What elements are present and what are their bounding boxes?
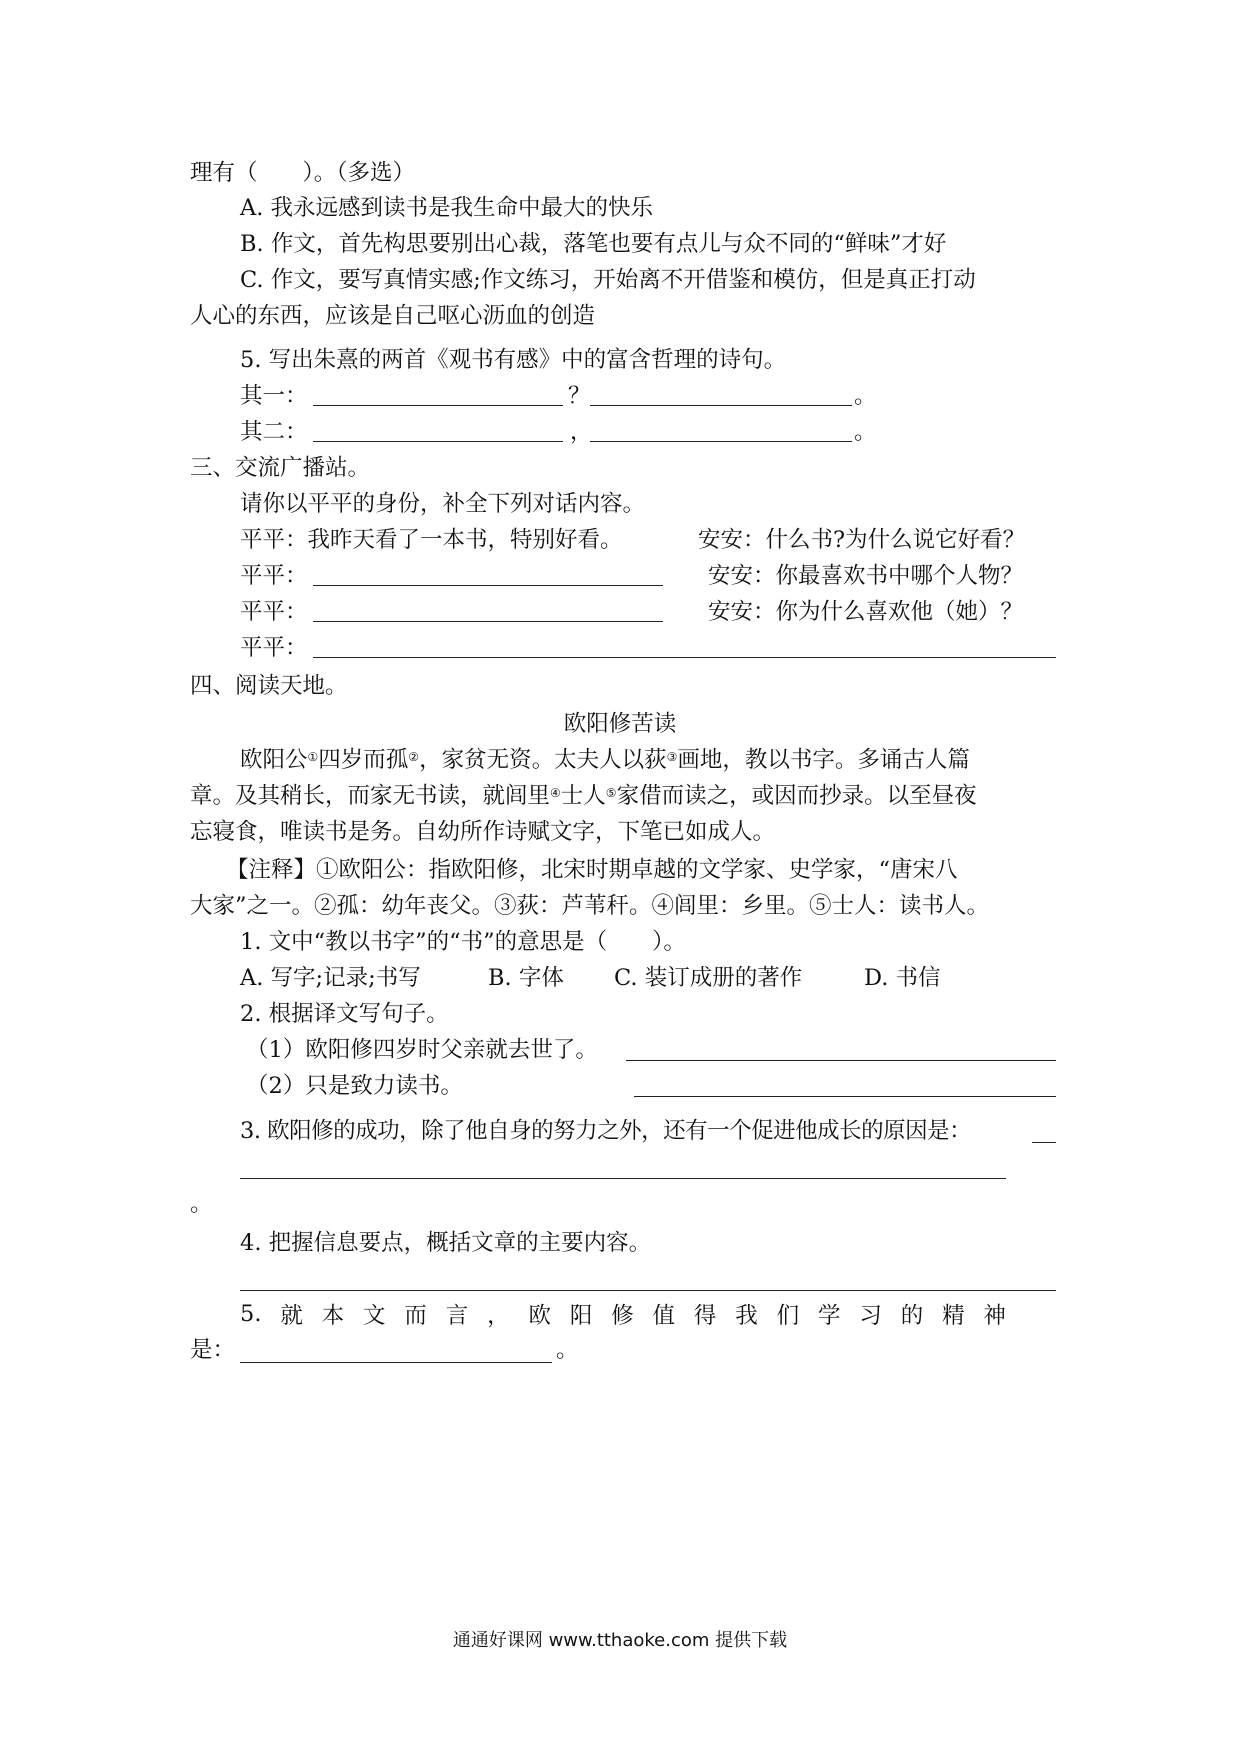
option-c-cont: 人心的东西，应该是自己呕心沥血的创造 (190, 303, 596, 329)
poem-1-blank-b[interactable] (590, 405, 852, 406)
poem-1-mid: ？ (568, 383, 591, 409)
poem-2-blank-a[interactable] (313, 441, 563, 442)
dialog-row-1-right: 安安：什么书?为什么说它好看？ (698, 527, 1026, 553)
question-2-2-blank[interactable] (634, 1096, 1056, 1097)
dialog-row-2-blank[interactable] (313, 585, 663, 586)
passage-line-1: 欧阳公①四岁而孤②，家贫无资。太夫人以荻③画地，教以书字。多诵古人篇 (240, 747, 970, 773)
question-4-tail: 理有（ ）。（多选） (190, 160, 416, 186)
question-3-blank-b[interactable] (240, 1178, 1006, 1179)
question-3-end: 。 (190, 1191, 213, 1217)
dialog-row-4-left: 平平： (240, 635, 308, 661)
question-2-1-blank[interactable] (626, 1060, 1056, 1061)
section-3-heading: 三、交流广播站。 (190, 455, 371, 481)
option-a: A. 我永远感到读书是我生命中最大的快乐 (240, 195, 654, 221)
dialog-row-3-blank[interactable] (313, 621, 663, 622)
option-c: C. 作文，要写真情实感;作文练习，开始离不开借鉴和模仿，但是真正打动 (240, 267, 976, 293)
notes-line-1: 【注释】①欧阳公：指欧阳修，北宋时期卓越的文学家、史学家，“唐宋八 (226, 857, 958, 883)
option-b: B. 作文，首先构思要别出心裁，落笔也要有点儿与众不同的“鲜味”才好 (240, 231, 947, 257)
question-2-1: （1）欧阳修四岁时父亲就去世了。 (246, 1037, 598, 1063)
dialog-row-2-left: 平平： (240, 563, 308, 589)
question-3-blank-a[interactable] (1032, 1142, 1056, 1143)
dialog-row-3-left: 平平： (240, 599, 308, 625)
poem-2-mid: ， (570, 419, 593, 445)
poem-2-end: 。 (854, 419, 877, 445)
q1-option-d: D. 书信 (864, 965, 941, 991)
poem-1-end: 。 (854, 383, 877, 409)
q1-option-b: B. 字体 (488, 965, 564, 991)
section-3-instruction: 请你以平平的身份，补全下列对话内容。 (240, 491, 646, 517)
question-5-blank[interactable] (240, 1362, 552, 1363)
passage-line-3: 忘寝食，唯读书是务。自幼所作诗赋文字，下笔已如成人。 (190, 819, 776, 845)
q1-option-a: A. 写字;记录;书写 (240, 965, 421, 991)
section-4-heading: 四、阅读天地。 (190, 673, 348, 699)
question-5-prompt: 5. 写出朱熹的两首《观书有感》中的富含哲理的诗句。 (240, 347, 787, 373)
dialog-row-1-left: 平平：我昨天看了一本书，特别好看。 (240, 527, 623, 553)
question-5-line-1: 5. 就 本 文 而 言 ， 欧 阳 修 值 得 我 们 学 习 的 精 神 (240, 1301, 1006, 1329)
question-2: 2. 根据译文写句子。 (240, 1001, 449, 1027)
poem-2-label: 其二： (240, 419, 308, 445)
q1-option-c: C. 装订成册的著作 (614, 965, 803, 991)
question-1: 1. 文中“教以书字”的“书”的意思是（ ）。 (240, 929, 686, 955)
question-3: 3. 欧阳修的成功，除了他自身的努力之外，还有一个促进他成长的原因是： (240, 1118, 972, 1144)
poem-1-label: 其一： (240, 383, 308, 409)
passage-title: 欧阳修苦读 (563, 711, 677, 737)
question-5-line-2: 是： (190, 1337, 236, 1363)
dialog-row-4-blank[interactable] (313, 657, 1056, 658)
poem-1-blank-a[interactable] (313, 405, 563, 406)
notes-line-2: 大家”之一。②孤：幼年丧父。③荻：芦苇秆。④闾里：乡里。⑤士人：读书人。 (190, 893, 990, 919)
question-2-2: （2）只是致力读书。 (246, 1073, 463, 1099)
dialog-row-2-right: 安安：你最喜欢书中哪个人物？ (708, 563, 1024, 589)
question-4: 4. 把握信息要点，概括文章的主要内容。 (240, 1230, 652, 1256)
page-footer: 通通好课网 www.tthaoke.com 提供下载 (452, 1630, 788, 1651)
question-5-end: 。 (556, 1337, 579, 1363)
poem-2-blank-b[interactable] (590, 441, 852, 442)
question-4-blank[interactable] (240, 1290, 1056, 1291)
dialog-row-3-right: 安安：你为什么喜欢他（她）？ (708, 599, 1024, 625)
passage-line-2: 章。及其稍长，而家无书读，就闾里④士人⑤家借而读之，或因而抄录。以至昼夜 (190, 783, 977, 809)
